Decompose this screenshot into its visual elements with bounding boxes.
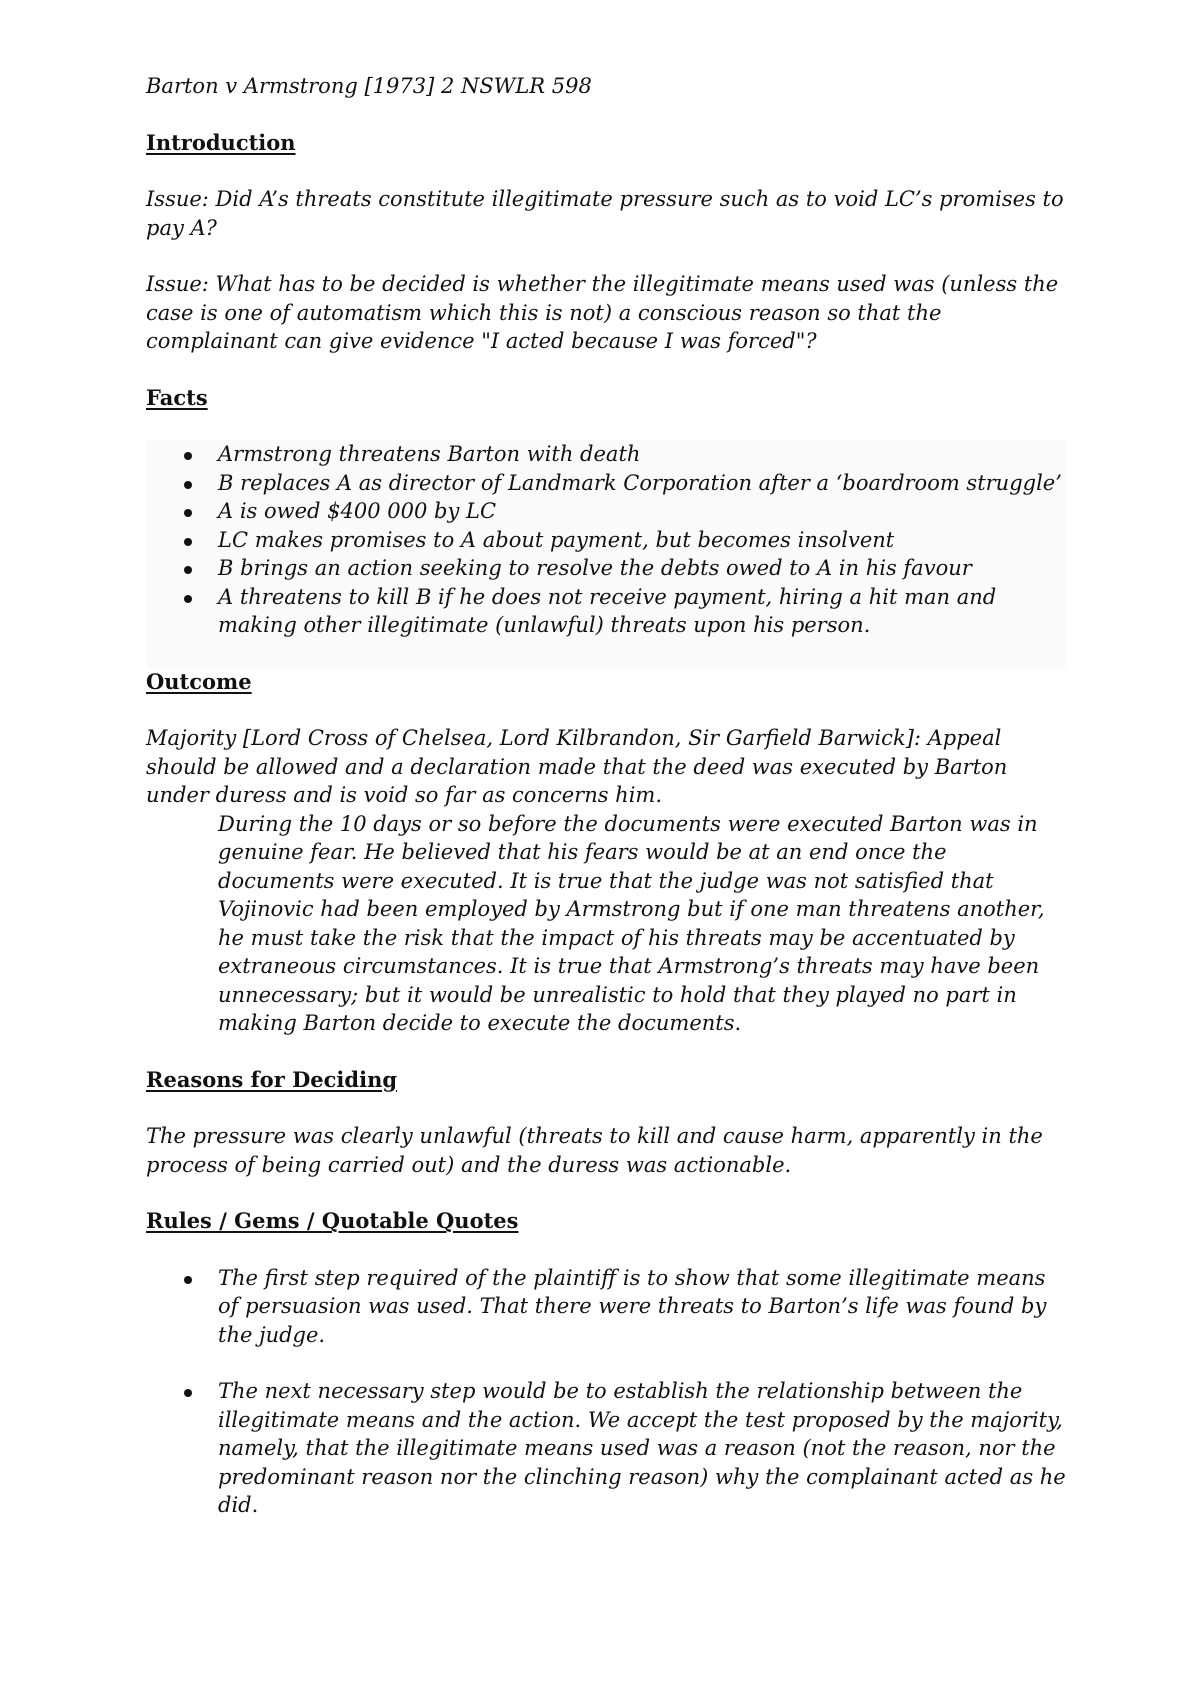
- list-item-text: The first step required of the plaintiff is to show that some illegitimate means of persuasion was used. That there were threats to Barton’s life was found by the judge.: [218, 1265, 1047, 1347]
- list-item: [218, 1264, 1066, 1350]
- reasons-paragraph: The pressure was clearly unlawful (threats to kill and cause harm, apparently in the process of being carried out) and the duress was actionable.: [146, 1124, 1043, 1177]
- case-citation: Barton v Armstrong [1973] 2 NSWLR 598: [146, 74, 592, 98]
- bullet-icon: [184, 595, 192, 603]
- bullet-icon: [184, 1389, 192, 1397]
- issue-paragraph-1: Issue: Did A’s threats constitute illegitimate pressure such as to void LC’s promises to pay A?: [146, 187, 1064, 240]
- heading-introduction: Introduction: [146, 129, 296, 155]
- heading-outcome: Outcome: [146, 668, 252, 694]
- block-quote: During the 10 days or so before the documents were executed Barton was in genuine fear. He believed that his fears would be at an end once the documents were executed. It is true that the judge was not satisfied that Vojinovic had been employed by Armstrong but if one man threatens another, he must take the risk that the impact of his threats may be accentuated by extraneous circumstances. It is true that Armstrong’s threats may have been unnecessary; but it would be unrealistic to hold that they played no part in making Barton decide to execute the documents.: [218, 811, 1045, 1035]
- list-item: [218, 583, 1066, 640]
- list-item-text: B replaces A as director of Landmark Corporation after a ‘boardroom struggle’: [218, 470, 1062, 495]
- list-item-text: A is owed $400 000 by LC: [218, 499, 497, 523]
- bullet-icon: [184, 1276, 192, 1284]
- facts-section: [146, 384, 1066, 668]
- bullet-icon: [184, 566, 192, 574]
- list-item-text: Armstrong threatens Barton with death: [218, 442, 641, 466]
- list-item: [218, 1377, 1066, 1520]
- list-item: [218, 526, 1066, 555]
- bullet-icon: [184, 481, 192, 489]
- list-item: [218, 469, 1066, 498]
- list-item-text: A threatens to kill B if he does not receive payment, hiring a hit man and making other illegitimate (unlawful) threats upon his person.: [218, 584, 997, 637]
- list-item-text: B brings an action seeking to resolve the debts owed to A in his favour: [218, 556, 972, 580]
- heading-facts: Facts: [146, 384, 1066, 441]
- list-item: [218, 554, 1066, 583]
- list-item: [218, 497, 1066, 526]
- heading-reasons: Reasons for Deciding: [146, 1066, 398, 1092]
- bullet-icon: [184, 538, 192, 546]
- list-item-text: The next necessary step would be to establish the relationship between the illegitimate means and the action. We accept the test proposed by the majority, namely, that the illegitimate means used was a reason (not the reason, nor the predominant reason nor the clinching reason) why the complainant acted as he did.: [218, 1379, 1066, 1517]
- rules-list: [146, 1264, 1066, 1520]
- document-page: [146, 72, 1066, 1548]
- bullet-icon: [184, 509, 192, 517]
- majority-paragraph: Majority [Lord Cross of Chelsea, Lord Kilbrandon, Sir Garfield Barwick]: Appeal should be allowed and a declaration made that the deed was executed by Barton under duress and is void so far as concerns him.: [146, 726, 1008, 807]
- facts-list: [146, 440, 1066, 640]
- issue-paragraph-2: Issue: What has to be decided is whether the illegitimate means used was (unless the case is one of automatism which this is not) a conscious reason so that the complainant can give evidence "I acted because I was forced"?: [146, 272, 1059, 353]
- list-item: [218, 440, 1066, 469]
- heading-rules: Rules / Gems / Quotable Quotes: [146, 1208, 519, 1233]
- bullet-icon: [184, 452, 192, 460]
- list-item-text: LC makes promises to A about payment, but becomes insolvent: [218, 527, 895, 552]
